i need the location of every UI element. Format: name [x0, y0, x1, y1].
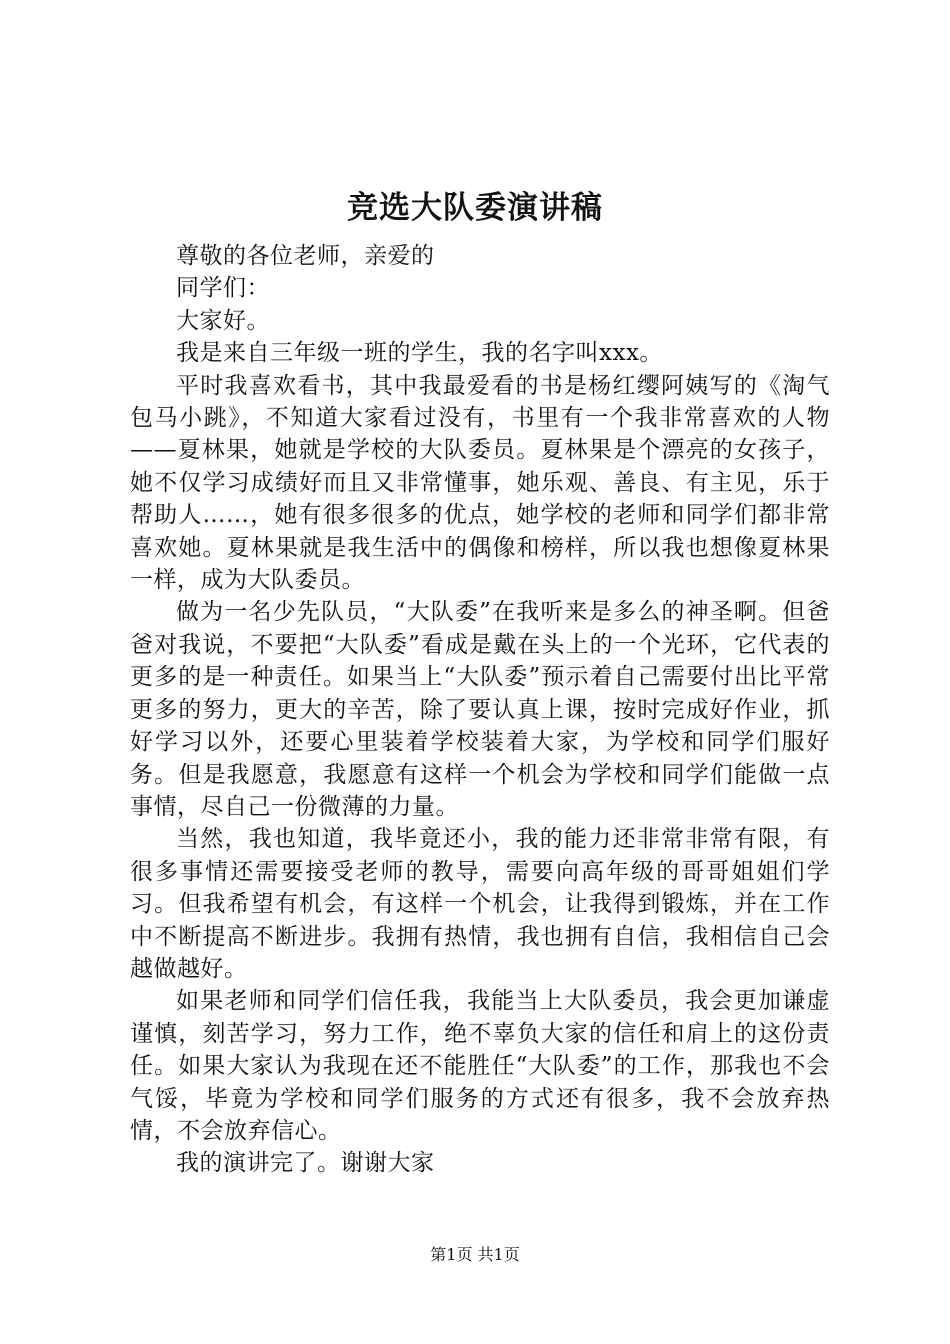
page-footer: 第1页 共1页: [430, 1245, 520, 1264]
paragraph-intro: 我是来自三年级一班的学生，我的名字叫xxx。: [176, 340, 663, 367]
document-title: 竞选大队委演讲稿: [347, 190, 603, 226]
paragraph-salutation-1: 尊敬的各位老师，亲爱的: [176, 243, 435, 269]
paragraph-responsibility: 做为一名少先队员，“大队委”在我听来是多么的神圣啊。但爸爸对我说，不要把“大队委”看成是戴在头上的一个光环，它代表的更多的是一种责任。如果当上“大队委”预示着自己需要付出比平常更多的努力，更大的辛苦，除了要认真上课，按时完成好作业，抓好学习以外，还要心里装着学校装着大家，为学校和同学们服好务。但是我愿意，我愿意有这样一个机会为学校和同学们能做一点事情，尽自己一份微薄的力量。: [130, 599, 830, 820]
paragraph-promise: 如果老师和同学们信任我，我能当上大队委员，我会更加谦虚谨慎，刻苦学习，努力工作，绝不辜负大家的信任和肩上的这份责任。如果大家认为我现在还不能胜任“大队委”的工作，那我也不会气馁，毕竟为学校和同学们服务的方式还有很多，我不会放弃热情，不会放弃信心。: [130, 988, 830, 1144]
paragraph-greeting: 大家好。: [176, 307, 270, 334]
document-body: [130, 240, 830, 1180]
paragraph-salutation-2: 同学们：: [176, 275, 270, 302]
paragraph-humility: 当然，我也知道，我毕竟还小，我的能力还非常非常有限，有很多事情还需要接受老师的教导，需要向高年级的哥哥姐姐们学习。但我希望有机会，有这样一个机会，让我得到锻炼，并在工作中不断提高不断进步。我拥有热情，我也拥有自信，我相信自己会越做越好。: [130, 826, 830, 982]
paragraph-closing: 我的演讲完了。谢谢大家: [176, 1150, 435, 1177]
paragraph-role-model: 平时我喜欢看书，其中我最爱看的书是杨红缨阿姨写的《淘气包马小跳》，不知道大家看过没有，书里有一个我非常喜欢的人物——夏林果，她就是学校的大队委员。夏林果是个漂亮的女孩子，她不仅学习成绩好而且又非常懂事，她乐观、善良、有主见，乐于帮助人……，她有很多很多的优点，她学校的老师和同学们都非常喜欢她。夏林果就是我生活中的偶像和榜样，所以我也想像夏林果一样，成为大队委员。: [130, 372, 830, 594]
